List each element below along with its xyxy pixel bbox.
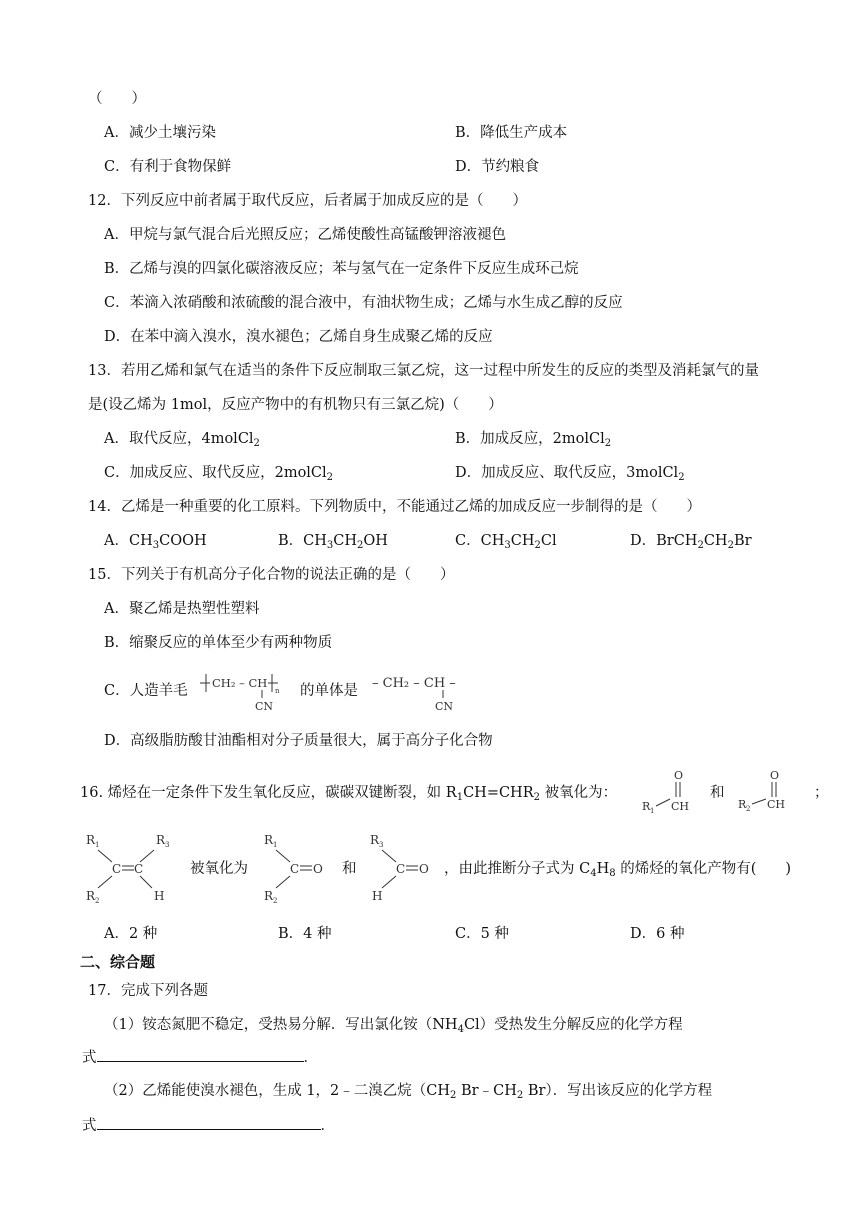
q17-part2-line2 bbox=[82, 1115, 335, 1136]
q13-stem-line1: 13．若用乙烯和氯气在适当的条件下反应制取三氯乙烷，这一过程中所发生的反应的类型及消耗氯气的量 bbox=[88, 363, 759, 379]
q15-option-d[interactable]: D．高级脂肪酸甘油酯相对分子质量很大，属于高分子化合物 bbox=[104, 733, 493, 749]
q16-stem-a: 16. 烯烃在一定条件下发生氧化反应，碳碳双键断裂，如 R bbox=[80, 785, 457, 801]
aldehyde-bond-h bbox=[382, 876, 396, 888]
q14-c-s2: 2 bbox=[534, 540, 541, 551]
q14-d-p2: CH bbox=[703, 533, 728, 549]
q16-r1-sub: 1 bbox=[456, 792, 464, 803]
q14-c-p3: Cl bbox=[540, 533, 557, 549]
q16-h-sub: 8 bbox=[609, 868, 616, 879]
q15-option-c[interactable] bbox=[104, 681, 188, 701]
q16-and-1: 和 bbox=[710, 785, 725, 801]
q16-r2-sub: 2 bbox=[533, 792, 540, 803]
alkene-c-right: C bbox=[134, 862, 144, 876]
q12-option-b[interactable]: B．乙烯与溴的四氯化碳溶液反应；苯与氢气在一定条件下反应生成环己烷 bbox=[104, 261, 579, 277]
q14-c-p2: CH bbox=[510, 533, 535, 549]
alkene-h: H bbox=[154, 889, 165, 903]
alkene-r3: R bbox=[156, 833, 166, 847]
q16-tail-a: ，由此推断分子式为 C bbox=[444, 861, 591, 877]
aldehyde-c: C bbox=[396, 862, 406, 876]
ketone-structure-diagram bbox=[262, 828, 338, 908]
q16-option-d[interactable]: D．6 种 bbox=[630, 926, 685, 942]
q14-option-b[interactable] bbox=[278, 531, 388, 551]
q15-c-mid: 的单体是 bbox=[300, 683, 358, 699]
alkene-structure-diagram bbox=[84, 828, 180, 908]
q17-p1-shi: 式 bbox=[82, 1050, 97, 1066]
q14-option-c[interactable] bbox=[455, 531, 557, 551]
r1-aldehyde-bond bbox=[656, 799, 670, 806]
ketone-bond-r1 bbox=[276, 850, 290, 862]
q17-p2-shi: 式 bbox=[82, 1118, 97, 1134]
q15-c-pre: C．人造羊毛 bbox=[104, 683, 188, 699]
q16-stem-b: CH=CHR bbox=[463, 785, 534, 801]
r1-aldehyde-diagram bbox=[642, 766, 700, 814]
ketone-r2-sub: 2 bbox=[273, 897, 278, 905]
aldehyde-o: O bbox=[419, 862, 429, 876]
polymer-chain-text: CH₂ – CH bbox=[212, 676, 268, 690]
q16-stem-c: 被氧化为： bbox=[540, 785, 618, 801]
q14-d-p3: Br bbox=[733, 533, 752, 549]
q13-a-text: A．取代反应，4molCl bbox=[104, 431, 254, 447]
q14-a-s1: 3 bbox=[152, 540, 160, 551]
q12-option-d[interactable]: D．在苯中滴入溴水，溴水褪色；乙烯自身生成聚乙烯的反应 bbox=[104, 329, 493, 345]
q17-p1-end: ． bbox=[303, 1050, 318, 1066]
q17-p2-sub1: 2 bbox=[450, 1090, 457, 1101]
r2-aldehyde-r: R bbox=[738, 798, 747, 811]
aldehyde-h: H bbox=[372, 889, 383, 903]
r2-aldehyde-ch: CH bbox=[767, 798, 786, 811]
aldehyde-structure-diagram bbox=[368, 828, 444, 908]
r2-aldehyde-diagram bbox=[738, 766, 796, 814]
q11-option-b[interactable]: B．降低生产成本 bbox=[455, 125, 568, 141]
q13-option-d[interactable] bbox=[455, 463, 685, 483]
q17-p2-end: ． bbox=[320, 1118, 335, 1134]
q13-b-sub: 2 bbox=[604, 438, 612, 449]
q14-d-p1: D．BrCH bbox=[630, 533, 698, 549]
q11-stem-tail: （ ） bbox=[88, 91, 146, 107]
r2-aldehyde-o: O bbox=[770, 769, 780, 782]
q14-a-p2: COOH bbox=[159, 533, 207, 549]
r1-aldehyde-o: O bbox=[674, 769, 684, 782]
q13-stem-line2: 是(设乙烯为 1mol，反应产物中的有机物只有三氯乙烷)（ ） bbox=[88, 397, 503, 413]
q15-option-a[interactable]: A．聚乙烯是热塑性塑料 bbox=[104, 601, 260, 617]
q16-option-c[interactable]: C．5 种 bbox=[455, 926, 509, 942]
r2-aldehyde-bond bbox=[752, 799, 766, 804]
q16-oxidized-to: 被氧化为 bbox=[190, 861, 248, 877]
q17-p1-sub: 4 bbox=[457, 1024, 464, 1035]
r1-aldehyde-ch: CH bbox=[671, 800, 690, 813]
aldehyde-r3: R bbox=[370, 833, 380, 847]
polymer-cn-text: CN bbox=[255, 700, 274, 713]
q12-option-c[interactable]: C．苯滴入浓硝酸和浓硫酸的混合液中，有油状物生成；乙烯与水生成乙醇的反应 bbox=[104, 295, 623, 311]
q17-p1-b: Cl）受热发生分解反应的化学方程 bbox=[463, 1017, 683, 1033]
q17-part1-line2 bbox=[82, 1047, 318, 1068]
q17-p2-b: Br﹣CH bbox=[456, 1083, 517, 1099]
q13-a-sub: 2 bbox=[253, 438, 260, 449]
q14-a-p1: A．CH bbox=[104, 533, 153, 549]
q16-option-a[interactable]: A．2 种 bbox=[104, 926, 158, 942]
ketone-r1: R bbox=[264, 833, 274, 847]
q17-p2-a: （2）乙烯能使溴水褪色，生成 1，2﹣二溴乙烷（CH bbox=[104, 1083, 451, 1099]
aldehyde-bond-r3 bbox=[382, 850, 396, 862]
q11-option-c[interactable]: C．有利于食物保鲜 bbox=[104, 159, 232, 175]
q17-part1-answer-blank[interactable] bbox=[97, 1047, 304, 1062]
q17-p2-c: Br）．写出该反应的化学方程 bbox=[523, 1083, 713, 1099]
q16-stem-line2-tail bbox=[444, 859, 791, 879]
alkene-bond-h bbox=[140, 876, 152, 888]
q13-d-sub: 2 bbox=[678, 472, 685, 483]
q14-c-s1: 3 bbox=[504, 540, 511, 551]
q14-stem: 14．乙烯是一种重要的化工原料。下列物质中，不能通过乙烯的加成反应一步制得的是（ ） bbox=[88, 499, 701, 515]
ketone-c: C bbox=[290, 862, 300, 876]
q16-stem-line1 bbox=[80, 783, 617, 803]
q16-tail-b: H bbox=[596, 861, 610, 877]
q12-option-a[interactable]: A．甲烷与氯气混合后光照反应；乙烯使酸性高锰酸钾溶液褪色 bbox=[104, 227, 506, 243]
q17-p1-a: （1）铵态氮肥不稳定，受热易分解．写出氯化铵（NH bbox=[104, 1017, 458, 1033]
q14-option-d[interactable] bbox=[630, 531, 752, 551]
q12-stem: 12．下列反应中前者属于取代反应，后者属于加成反应的是（ ） bbox=[88, 193, 527, 209]
q16-c-sub: 4 bbox=[590, 868, 597, 879]
alkene-r2: R bbox=[86, 889, 96, 903]
q17-stem: 17．完成下列各题 bbox=[88, 983, 208, 999]
q16-option-b[interactable]: B．4 种 bbox=[278, 926, 332, 942]
q16-semicolon: ； bbox=[814, 785, 829, 801]
q14-b-p3: OH bbox=[363, 533, 388, 549]
q17-part2-answer-blank[interactable] bbox=[97, 1115, 321, 1130]
q15-option-b[interactable]: B．缩聚反应的单体至少有两种物质 bbox=[104, 635, 333, 651]
q13-option-a[interactable] bbox=[104, 429, 260, 449]
q14-d-s1: 2 bbox=[697, 540, 704, 551]
monomer-chain-text: – CH₂ – CH – bbox=[372, 676, 456, 691]
alkene-bond-r2 bbox=[98, 876, 112, 888]
q17-part2-line1 bbox=[104, 1081, 712, 1101]
q14-b-s2: 2 bbox=[357, 540, 364, 551]
q14-b-p2: CH bbox=[333, 533, 358, 549]
q17-part1-line1 bbox=[104, 1015, 683, 1035]
alkene-r3-sub: 3 bbox=[165, 841, 170, 849]
q13-b-text: B．加成反应，2molCl bbox=[455, 431, 605, 447]
alkene-c-left: C bbox=[112, 862, 122, 876]
q13-c-sub: 2 bbox=[326, 472, 334, 483]
ketone-bond-r2 bbox=[276, 876, 290, 888]
q16-tail-c: 的烯烃的氧化产物有( ) bbox=[615, 861, 792, 877]
q14-d-s2: 2 bbox=[727, 540, 734, 551]
q14-option-a[interactable] bbox=[104, 531, 207, 551]
alkene-r1-sub: 1 bbox=[95, 841, 100, 849]
r1-aldehyde-r: R bbox=[642, 800, 651, 813]
q13-d-text: D．加成反应、取代反应，3molCl bbox=[455, 465, 679, 481]
q14-b-s1: 3 bbox=[326, 540, 334, 551]
q13-option-b[interactable] bbox=[455, 429, 611, 449]
aldehyde-r3-sub: 3 bbox=[379, 841, 384, 849]
r1-aldehyde-sub: 1 bbox=[650, 807, 655, 814]
q13-c-text: C．加成反应、取代反应，2molCl bbox=[104, 465, 327, 481]
q11-option-a[interactable]: A．减少土壤污染 bbox=[104, 125, 216, 141]
q14-c-p1: C．CH bbox=[455, 533, 505, 549]
q15-stem: 15．下列关于有机高分子化合物的说法正确的是（ ） bbox=[88, 567, 455, 583]
ketone-r1-sub: 1 bbox=[273, 841, 278, 849]
q16-and-2: 和 bbox=[342, 861, 357, 877]
alkene-r2-sub: 2 bbox=[95, 897, 100, 905]
polymer-n-subscript: n bbox=[275, 687, 280, 695]
q13-option-c[interactable] bbox=[104, 463, 333, 483]
monomer-cn-text: CN bbox=[435, 700, 454, 713]
alkene-r1: R bbox=[86, 833, 96, 847]
monomer-structure-diagram bbox=[372, 668, 482, 714]
alkene-bond-r3 bbox=[140, 850, 154, 862]
alkene-bond-r1 bbox=[98, 850, 112, 862]
section-title: 二、综合题 bbox=[80, 953, 156, 971]
ketone-o: O bbox=[313, 862, 323, 876]
q17-p2-sub2: 2 bbox=[516, 1090, 524, 1101]
r2-aldehyde-sub: 2 bbox=[746, 805, 751, 813]
q11-option-d[interactable]: D．节约粮食 bbox=[455, 159, 540, 175]
ketone-r2: R bbox=[264, 889, 274, 903]
q14-b-p1: B．CH bbox=[278, 533, 327, 549]
polymer-structure-diagram bbox=[198, 668, 284, 714]
